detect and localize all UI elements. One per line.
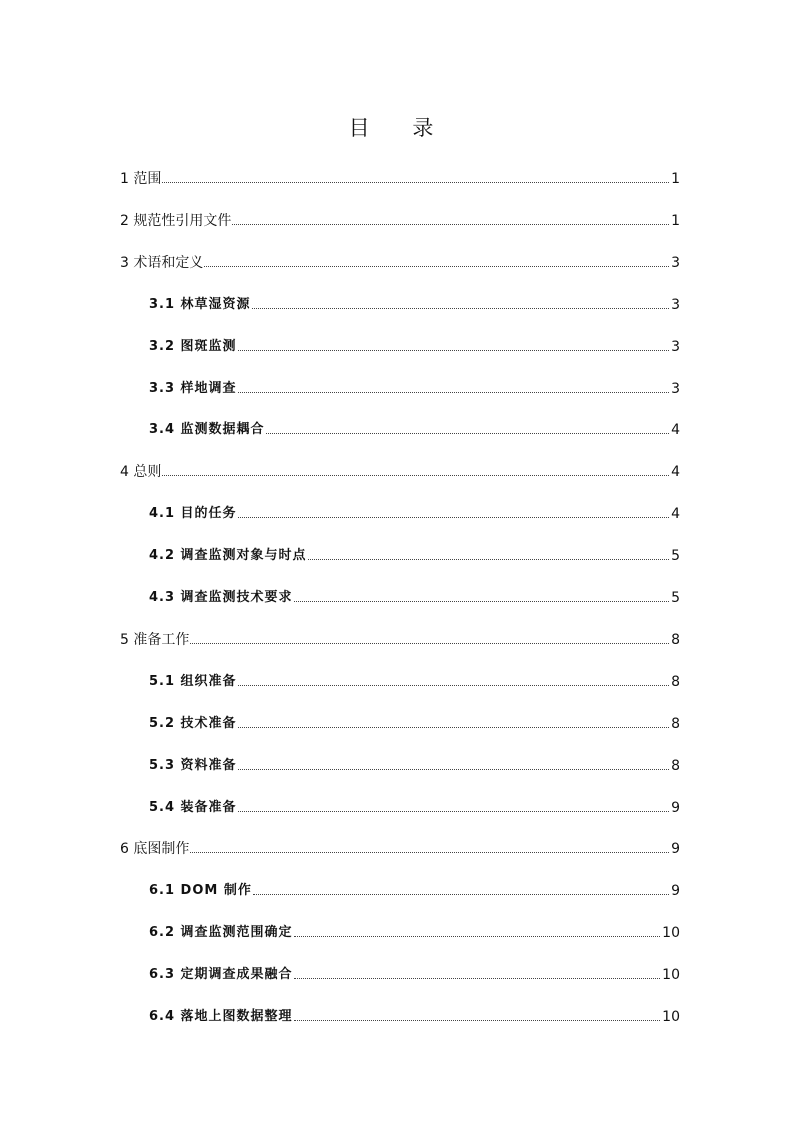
toc-entry-label: 5.4 装备准备 xyxy=(149,800,237,815)
dot-leader xyxy=(294,600,670,602)
toc-entry-label: 4.1 目的任务 xyxy=(149,506,237,521)
toc-entry-label: 3.4 监测数据耦合 xyxy=(149,422,265,437)
dot-leader xyxy=(162,474,669,476)
toc-entry[interactable] xyxy=(149,543,680,565)
dot-leader xyxy=(190,642,669,644)
toc-entry-page-number: 10 xyxy=(662,1009,680,1025)
toc-entry-page-number: 4 xyxy=(671,464,680,480)
toc-entry-label: 3 术语和定义 xyxy=(120,255,204,271)
dot-leader xyxy=(238,684,670,686)
toc-entry[interactable] xyxy=(149,292,680,314)
toc-entry-page-number: 5 xyxy=(671,548,680,564)
toc-entry[interactable] xyxy=(149,711,680,733)
toc-entry[interactable] xyxy=(120,836,680,858)
toc-entry-label: 6.4 落地上图数据整理 xyxy=(149,1009,293,1024)
toc-entry-page-number: 3 xyxy=(671,381,680,397)
toc-entry-page-number: 8 xyxy=(671,674,680,690)
toc-entry-page-number: 5 xyxy=(671,590,680,606)
dot-leader xyxy=(294,1019,661,1021)
toc-entry-label: 3.2 图斑监测 xyxy=(149,339,237,354)
dot-leader xyxy=(238,349,670,351)
toc-entry[interactable] xyxy=(149,1004,680,1026)
toc-entry-label: 5.2 技术准备 xyxy=(149,716,237,731)
toc-entry-label: 1 范围 xyxy=(120,171,162,187)
toc-entry[interactable] xyxy=(149,585,680,607)
toc-entry-label: 6 底图制作 xyxy=(120,841,190,857)
toc-entry[interactable] xyxy=(149,795,680,817)
toc-entry-label: 6.3 定期调查成果融合 xyxy=(149,967,293,982)
toc-entry-label: 5 准备工作 xyxy=(120,632,190,648)
toc-entry-page-number: 9 xyxy=(671,800,680,816)
toc-entry-label: 5.1 组织准备 xyxy=(149,674,237,689)
toc-entry-page-number: 8 xyxy=(671,758,680,774)
toc-entry-page-number: 10 xyxy=(662,925,680,941)
dot-leader xyxy=(204,265,669,267)
toc-entry-label: 4 总则 xyxy=(120,464,162,480)
dot-leader xyxy=(232,223,669,225)
dot-leader xyxy=(266,432,670,434)
dot-leader xyxy=(190,851,669,853)
toc-entry-label: 3.1 林草湿资源 xyxy=(149,297,251,312)
toc-entry-label: 6.1 DOM 制作 xyxy=(149,883,252,898)
toc-entry[interactable] xyxy=(149,753,680,775)
toc-entry-page-number: 9 xyxy=(671,841,680,857)
dot-leader xyxy=(294,935,661,937)
toc-entry[interactable] xyxy=(149,878,680,900)
toc-entry-page-number: 1 xyxy=(671,171,680,187)
toc-entry-label: 4.3 调查监测技术要求 xyxy=(149,590,293,605)
dot-leader xyxy=(253,893,669,895)
toc-entry-page-number: 8 xyxy=(671,632,680,648)
dot-leader xyxy=(238,810,670,812)
toc-entry[interactable] xyxy=(120,166,680,188)
toc-entry-page-number: 9 xyxy=(671,883,680,899)
toc-entry[interactable] xyxy=(120,459,680,481)
toc-entry-page-number: 10 xyxy=(662,967,680,983)
toc-entry[interactable] xyxy=(149,376,680,398)
toc-entry-page-number: 4 xyxy=(671,506,680,522)
toc-entry[interactable] xyxy=(149,334,680,356)
toc-entry-page-number: 3 xyxy=(671,297,680,313)
dot-leader xyxy=(294,977,661,979)
toc-entry[interactable] xyxy=(120,208,680,230)
toc-entry-page-number: 1 xyxy=(671,213,680,229)
toc-entry-page-number: 8 xyxy=(671,716,680,732)
toc-entry-page-number: 3 xyxy=(671,339,680,355)
dot-leader xyxy=(238,391,670,393)
dot-leader xyxy=(162,181,669,183)
toc-entry-label: 4.2 调查监测对象与时点 xyxy=(149,548,307,563)
dot-leader xyxy=(308,558,670,560)
toc-entry[interactable] xyxy=(149,962,680,984)
toc-entry-label: 5.3 资料准备 xyxy=(149,758,237,773)
toc-entry-label: 3.3 样地调查 xyxy=(149,381,237,396)
toc-title: 目 录 xyxy=(348,116,452,140)
dot-leader xyxy=(238,726,670,728)
toc-entry-page-number: 4 xyxy=(671,422,680,438)
dot-leader xyxy=(252,307,670,309)
toc-entry-label: 2 规范性引用文件 xyxy=(120,213,232,229)
dot-leader xyxy=(238,768,670,770)
toc-entry[interactable] xyxy=(149,920,680,942)
toc-entry[interactable] xyxy=(149,669,680,691)
toc-entry-page-number: 3 xyxy=(671,255,680,271)
toc-entry[interactable] xyxy=(149,501,680,523)
toc-entry[interactable] xyxy=(149,417,680,439)
toc-entry[interactable] xyxy=(120,627,680,649)
dot-leader xyxy=(238,516,670,518)
toc-entry[interactable] xyxy=(120,250,680,272)
toc-entry-label: 6.2 调查监测范围确定 xyxy=(149,925,293,940)
